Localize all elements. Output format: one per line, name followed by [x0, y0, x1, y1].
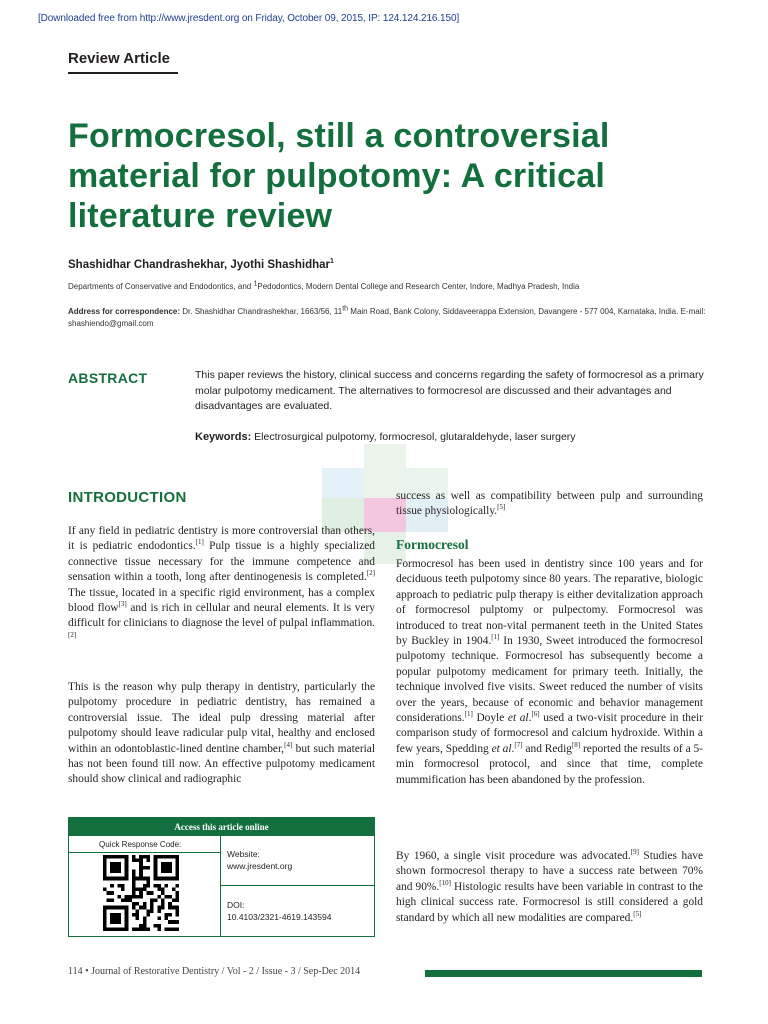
website-label: Website:	[227, 849, 260, 859]
text-run: Formocresol has been used in dentistry since 100 years and for deciduous teeth pulpotomy since 80 years. The reparative, biologic approach to pediatric pulp therapy is either devitalization approach of formocresol pulptomy or pulpectomy. Formocresol was introduced to treat non-vital permanent teeth in the United States by Buckley in 1904.	[396, 558, 703, 648]
access-box-divider-right	[220, 885, 375, 886]
correspondence-label: Address for correspondence:	[68, 307, 181, 316]
citation-ref: [6]	[531, 710, 540, 719]
authors	[68, 259, 334, 271]
doi-value[interactable]: 10.4103/2321-4619.143594	[227, 912, 332, 922]
footer-accent-bar	[425, 970, 702, 977]
text-run: used a two-visit procedure in their comparison study of formocresol and calcium hydroxide. Within a few years, Spedding	[396, 712, 703, 755]
keywords-label: Keywords:	[195, 431, 252, 443]
citation-ref: [8]	[571, 741, 581, 750]
citation-ref: [1]	[464, 710, 473, 719]
formocresol-paragraph-2	[396, 849, 703, 926]
text-run: and Redig	[522, 742, 572, 755]
page-footer: 114 • Journal of Restorative Dentistry / Vol - 2 / Issue - 3 / Sep-Dec 2014	[68, 966, 361, 977]
italic-text: et al	[507, 712, 529, 725]
citation-ref: [2]	[366, 569, 375, 578]
section-divider	[68, 72, 178, 74]
qr-code-label: Quick Response Code:	[99, 840, 182, 849]
citation-ref: [2]	[68, 631, 77, 640]
download-note: [Downloaded free from http://www.jresdent.org on Friday, October 09, 2015, IP: 124.124.216.150]	[38, 13, 460, 24]
text-run: Studies have shown formocresol therapy to have a success rate between 70% and 90%.	[396, 850, 703, 893]
article-title: Formocresol, still a controversial material for pulpotomy: A critical literature review	[68, 117, 610, 235]
abstract-text: This paper reviews the history, clinical success and concerns regarding the safety of formocresol as a primary molar pulpotomy medicament. The alternatives to formocresol are discussed and their advantages and disadvantages are evaluated.	[195, 369, 704, 412]
author-names: Shashidhar Chandrashekhar, Jyothi Shashidhar	[68, 259, 331, 271]
text-run: success as well as compatibility between pulp and surrounding tissue physiologically.	[396, 490, 703, 518]
citation-ref: [4]	[284, 740, 293, 749]
text-run: and is rich in cellular and neural elements. It is very difficult for clinicians to diagnose the level of pulpal inflammation.	[68, 602, 375, 630]
text-run: Histologic results have been variable in contrast to the high clinical success rate. Formocresol is still considered a gold standard by which all new modalities are compared.	[396, 880, 703, 924]
section-type-label: Review Article	[68, 50, 170, 67]
citation-ref: [7]	[514, 741, 523, 750]
citation-ref: [5]	[497, 503, 506, 512]
citation-ref: [1]	[195, 538, 204, 547]
citation-ref: [3]	[118, 600, 127, 609]
affiliation-part-b: Pedodontics, Modern Dental College and Research Center, Indore, Madhya Pradesh, India	[257, 282, 580, 291]
author-affiliation-mark: 1	[330, 258, 334, 266]
correspondence-part-b: Main Road, Bank Colony, Siddaveerappa Extension, Davangere - 577 004, Karnataka, India. E-mail: shashiendo@gmail.com	[68, 307, 706, 328]
text-run: The tissue, located in a specific rigid environment, has a complex blood flow	[68, 586, 375, 615]
introduction-paragraph-1	[68, 524, 375, 647]
affiliation	[68, 282, 579, 291]
text-run: reported the results of a 5-min formocresol protocol, and since that time, complete mummification has been abandoned by the profession.	[396, 742, 703, 786]
text-run: Doyle	[472, 712, 508, 725]
keywords	[195, 430, 715, 445]
introduction-heading: INTRODUCTION	[68, 489, 187, 506]
doi-label: DOI:	[227, 900, 245, 910]
citation-ref: [1]	[491, 633, 500, 642]
access-box-header: Access this article online	[69, 818, 374, 836]
correspondence-part-a: Dr. Shashidhar Chandrashekhar, 1663/56, 11	[180, 307, 343, 316]
italic-text: et al	[491, 742, 512, 755]
citation-ref: [9]	[630, 848, 639, 857]
correspondence-ordinal: th	[342, 305, 349, 313]
formocresol-heading: Formocresol	[396, 537, 469, 552]
text-run: .	[511, 742, 515, 755]
introduction-paragraph-2	[68, 680, 375, 788]
text-run: If any field in pediatric dentistry is more controversial than others, it is pediatric endodontics.	[68, 525, 375, 553]
introduction-paragraph-continued	[396, 489, 703, 520]
abstract-heading: ABSTRACT	[68, 370, 148, 386]
text-run: By 1960, a single visit procedure was advocated.	[396, 850, 631, 862]
citation-ref: [10]	[439, 879, 451, 888]
access-box-divider-vertical	[220, 836, 221, 937]
access-article-online-box	[68, 817, 375, 937]
affiliation-part-a: Departments of Conservative and Endodontics, and	[68, 282, 254, 291]
text-run: .	[528, 712, 532, 725]
text-run: In 1930, Sweet introduced the formocresol pulpotomy technique. Formocresol has subsequently become a popular pulpotomy medicament for primary teeth. Initially, the technique involved five visits. Sweet reduced the number of visits over the years, because of economic and behavior management considerations.	[396, 635, 703, 725]
affiliation-mark: 1	[253, 280, 258, 288]
text-run: This is the reason why pulp therapy in dentistry, particularly the pulpotomy procedure in pediatric dentistry, has remained a controversial issue. The ideal pulp dressing material after pulpotomy should leave radicular pulp vital, healthy and enclosed within an odontoblastic-lined dentine chamber,	[68, 681, 375, 755]
text-run: Pulp tissue is a highly specialized connective tissue necessary for the immune competence and sensation within a tooth, long after dentinogenesis is completed.	[68, 540, 375, 584]
correspondence-address	[68, 306, 708, 330]
qr-code[interactable]	[103, 855, 179, 931]
keywords-list: Electrosurgical pulpotomy, formocresol, glutaraldehyde, laser surgery	[251, 431, 576, 443]
text-run: but such material has not been found till now. An effective pulpotomy medicament should show clinical and radiographic	[68, 742, 375, 786]
formocresol-paragraph-1	[396, 557, 703, 788]
website-link[interactable]: www.jresdent.org	[227, 861, 293, 871]
citation-ref: [5]	[633, 909, 642, 918]
access-box-divider-left	[69, 852, 220, 853]
